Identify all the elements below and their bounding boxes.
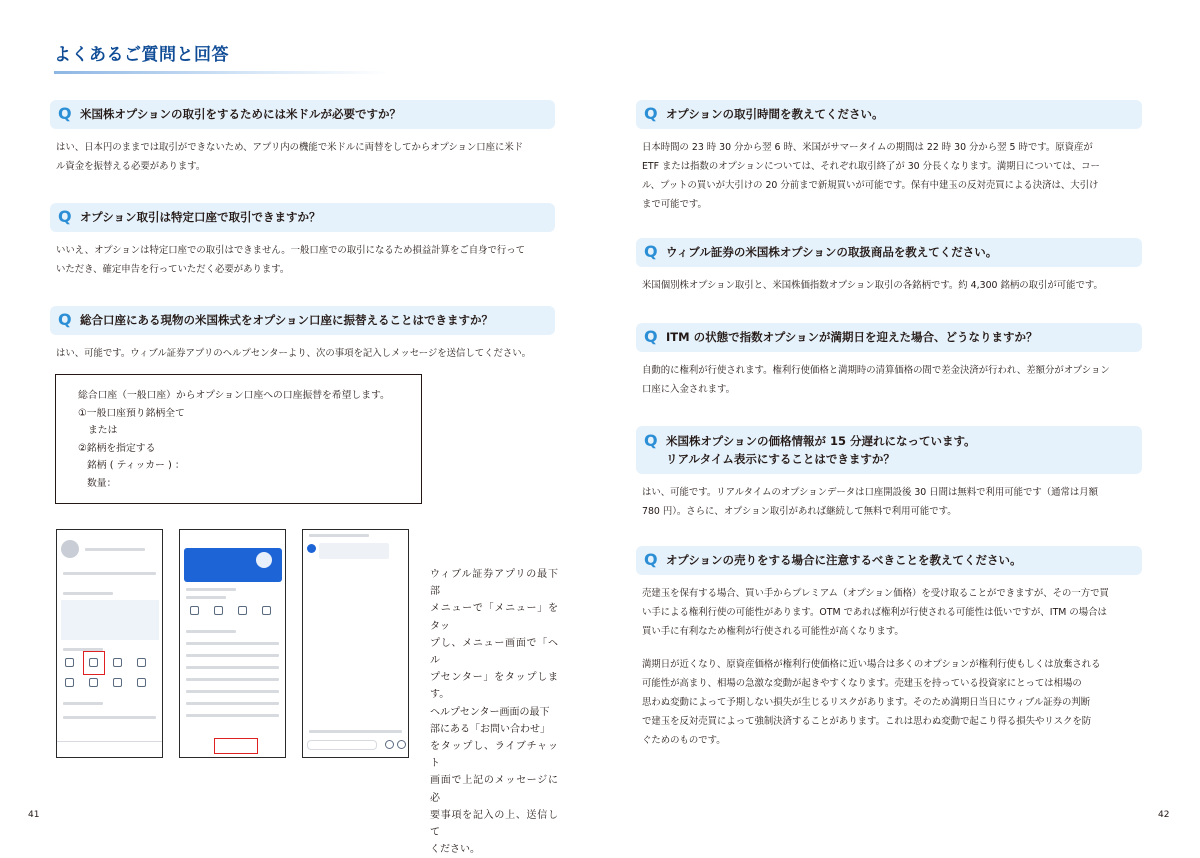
question-bar [636, 238, 1142, 267]
qa-usd-required [50, 100, 555, 176]
q-icon: Q [58, 207, 72, 226]
helpcenter-highlight [83, 651, 105, 675]
template-line: 総合口座（一般口座）からオプション口座への口座振替を希望します。 [78, 390, 390, 401]
qa-selling-options [636, 546, 1142, 750]
question-bar [50, 100, 555, 129]
question-bar [636, 100, 1142, 129]
answer-text: いいえ、オプションは特定口座での取引はできません。一般口座での取引になるため損益計算をご自身で行って いただき、確定申告を行っていただく必要があります。 [56, 245, 526, 275]
page-number-left: 41 [28, 810, 40, 820]
q-icon: Q [644, 327, 658, 346]
qa-realtime-data [636, 426, 1142, 521]
chat-avatar [307, 544, 316, 553]
answer-text: はい、日本円のままでは取引ができないため、アプリ内の機能で米ドルに両替をしてからオプション口座に米ド ル資金を振替える必要があります。 [56, 142, 524, 172]
qa-products [636, 238, 1142, 295]
question-bar [50, 203, 555, 232]
helpcenter-instructions: ウィブル証券アプリの最下部 メニューで「メニュー」をタッ プし、メニュー画面で「ヘル プセンター」をタップします。 ヘルプセンター画面の最下 部にある「お問い合わせ」 をタップし、ライブチャット 画面で上記のメッセージに必 要事項を記入の上、送信して ください。 [430, 569, 558, 856]
question-text: オプションの取引時間を教えてください。 [666, 107, 884, 121]
template-line: または [88, 425, 118, 436]
question-bar [636, 323, 1142, 352]
robot-icon [256, 552, 272, 568]
q-icon: Q [644, 242, 658, 261]
promo-banner [61, 600, 159, 640]
message-template-box [55, 374, 422, 504]
qa-specific-account [50, 203, 555, 279]
phone-screenshot-livechat [302, 529, 409, 758]
add-icon [397, 740, 406, 749]
template-line: ①一般口座預り銘柄全て [78, 407, 185, 419]
phone-screenshot-helpcenter [179, 529, 286, 758]
question-text: 総合口座にある現物の米国株式をオプション口座に振替えることはできますか？ [80, 313, 493, 327]
q-icon: Q [58, 310, 72, 329]
question-bar [636, 426, 1142, 474]
answer-text: 日本時間の 23 時 30 分から翌 6 時、米国がサマータイムの期間は 22 時 30 分から翌 5 時です。原資産が ETF または指数のオプションについては、それぞれ取引終了が 30 分長くなります。満期日については、コー ル、プットの買いが大引けの 20 分前まで新規買いが可能です。保有中建玉の反対売買による決済は、大引け まで可能です。 [642, 142, 1100, 210]
bottom-nav [57, 741, 162, 757]
q-icon: Q [644, 104, 658, 123]
answer-text: はい、可能です。リアルタイムのオプションデータは口座開設後 30 日間は無料で利用可能です（通常は月額 780 円）。さらに、オプション取引があれば継続して無料で利用可能です。 [642, 487, 1098, 517]
title-underline [54, 71, 389, 74]
qa-transfer-stocks [50, 306, 555, 363]
question-text: 米国株オプションの取引をするためには米ドルが必要ですか？ [80, 107, 401, 121]
q-icon: Q [58, 104, 72, 123]
question-text: ウィブル証券の米国株オプションの取扱商品を教えてください。 [666, 245, 998, 259]
avatar [61, 540, 79, 558]
answer-text: 自動的に権利が行使されます。権利行使価格と満期時の清算価格の間で差金決済が行われ、差額分がオプション 口座に入金されます。 [642, 365, 1110, 395]
emoji-icon [385, 740, 394, 749]
question-bar [636, 546, 1142, 575]
phone-screenshot-menu [56, 529, 163, 758]
qa-itm-expiry [636, 323, 1142, 399]
contact-highlight [214, 738, 258, 754]
chat-input [307, 740, 377, 750]
question-text: オプションの売りをする場合に注意するべきことを教えてください。 [666, 553, 1022, 567]
template-line: 数量： [87, 477, 117, 489]
question-text: ITM の状態で指数オプションが満期日を迎えた場合、どうなりますか？ [666, 330, 1038, 344]
page-title: よくあるご質問と回答 [54, 45, 229, 65]
question-bar [50, 306, 555, 335]
question-text: オプション取引は特定口座で取引できますか？ [80, 210, 321, 224]
template-line: 銘柄 ( ティッカー ) ： [87, 460, 185, 471]
q-icon: Q [644, 550, 658, 569]
answer-text: 米国個別株オプション取引と、米国株価指数オプション取引の各銘柄です。約 4,300 銘柄の取引が可能です。 [642, 280, 1103, 291]
page-number-right: 42 [1158, 810, 1170, 820]
q-icon: Q [644, 431, 658, 450]
answer-text: はい、可能です。ウィブル証券アプリのヘルプセンターより、次の事項を記入しメッセージを送信してください。 [56, 348, 532, 359]
qa-trading-hours [636, 100, 1142, 214]
chat-bubble [319, 543, 389, 559]
answer-text: 売建玉を保有する場合、買い手からプレミアム（オプション価格）を受け取ることができますが、その一方で買 い手による権利行使の可能性があります。OTM であれば権利が行使される可能性は低いですが、ITM の場合は 買い手に有利なため権利が行使される可能性が高くなります。 満期日が近くなり、原資産価格が権利行使価格に近い場合は多くのオプションが権利行使もしくは放棄される 可能性が高まり、相場の急激な変動が起きやすくなります。売建玉を持っている投資家にとっては相場の 思わぬ変動によって予期しない損失が生じるリスクがあります。そのため満期日当日にウィブル証券の判断 で建玉を反対売買によって強制決済することがあります。これは思わぬ変動で起こり得る損失やリスクを防 ぐためのものです。 [642, 588, 1109, 746]
template-line: ②銘柄を指定する [78, 442, 156, 454]
question-text: 米国株オプションの価格情報が 15 分遅れになっています。 リアルタイム表示にすることはできますか？ [666, 434, 976, 466]
